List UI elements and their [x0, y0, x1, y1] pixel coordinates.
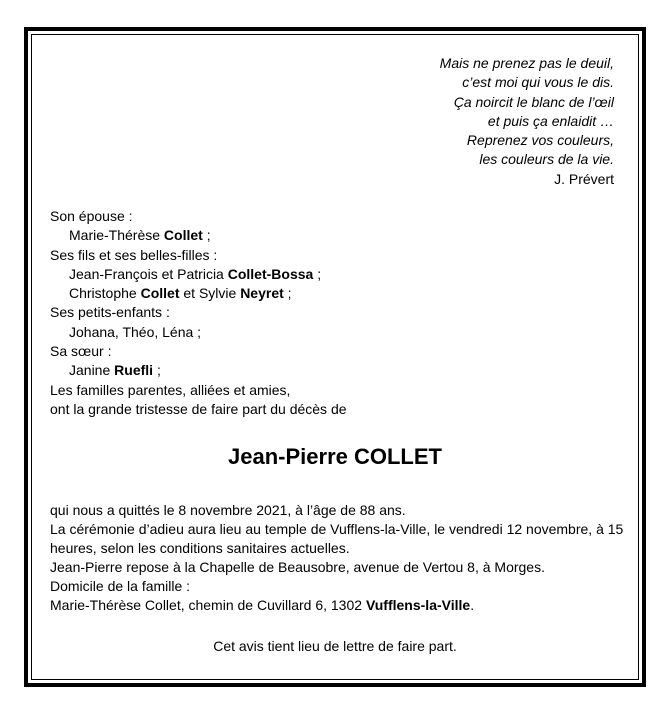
family-list	[50, 207, 347, 419]
address-end: .	[470, 597, 475, 613]
family-address	[50, 596, 625, 615]
sister-heading: Sa sœur :	[50, 343, 112, 360]
poem-line: les couleurs de la vie.	[479, 151, 614, 168]
passing-date-line: qui nous a quittés le 8 novembre 2021, à l’âge de 88 ans.	[50, 502, 406, 518]
ceremony-details	[50, 501, 625, 615]
sister-first-name: Janine	[69, 362, 111, 379]
children-heading: Ses fils et ses belles-filles :	[50, 246, 218, 263]
child2-line	[50, 284, 347, 303]
child1-line	[50, 265, 347, 284]
child2-spouse-last-name: Neyret	[240, 285, 284, 302]
spouse-last-name: Collet	[163, 227, 203, 244]
poem-quote	[440, 54, 614, 189]
address-text: Marie-Thérèse Collet, chemin de Cuvillard 6, 1302	[50, 597, 363, 613]
spouse-first-name: Marie-Thérèse	[69, 227, 161, 244]
sister-end: ;	[156, 362, 161, 379]
child1-end: ;	[317, 265, 322, 282]
ceremony-line: La cérémonie d’adieu aura lieu au temple de Vufflens-la-Ville, le vendredi 12 novembre, à 15 heures, selon les conditions sanitaires actuelles.	[50, 521, 624, 556]
child2-last-name: Collet	[140, 285, 180, 302]
poem-line: et puis ça enlaidit …	[487, 112, 614, 129]
spouse-heading: Son épouse :	[50, 208, 133, 224]
sister-line	[50, 361, 347, 380]
announcement-line: ont la grande tristesse de faire part du décès de	[50, 400, 347, 417]
closing-note: Cet avis tient lieu de lettre de faire part.	[213, 638, 457, 654]
chapel-line: Jean-Pierre repose à la Chapelle de Beausobre, avenue de Vertou 8, à Morges.	[50, 559, 545, 575]
child1-first-names: Jean-François et Patricia	[69, 265, 224, 282]
poem-author: J. Prévert	[554, 170, 614, 187]
poem-line: c’est moi qui vous le dis.	[462, 74, 614, 91]
child2-mid: et Sylvie	[183, 285, 237, 302]
poem-line: Reprenez vos couleurs,	[466, 132, 614, 149]
grandchildren-heading: Ses petits-enfants :	[50, 304, 170, 321]
poem-line: Mais ne prenez pas le deuil,	[439, 55, 614, 71]
spouse-line	[50, 226, 347, 245]
sister-last-name: Ruefli	[114, 362, 154, 379]
grandchildren-names: Johana, Théo, Léna ;	[69, 323, 202, 340]
child2-first-name: Christophe	[69, 285, 137, 302]
poem-line: Ça noircit le blanc de l’œil	[453, 93, 614, 110]
address-city: Vufflens-la-Ville	[365, 597, 471, 613]
child1-last-name: Collet-Bossa	[227, 265, 314, 282]
relatives-line: Les familles parentes, alliées et amies,	[50, 381, 291, 398]
deceased-name: Jean-Pierre COLLET	[228, 444, 442, 469]
domicile-heading: Domicile de la famille :	[50, 578, 191, 594]
child2-end: ;	[287, 285, 292, 302]
spouse-end: ;	[206, 227, 211, 244]
